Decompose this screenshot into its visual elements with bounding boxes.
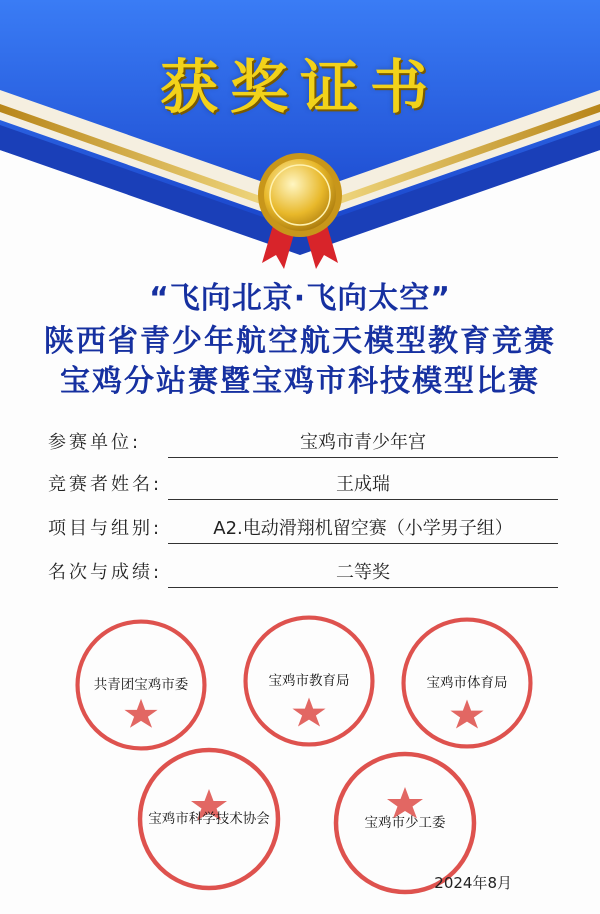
field-label: 名次与成绩: [48, 562, 163, 583]
field-event-group [48, 506, 558, 546]
field-value: 宝鸡市青少年宫 [300, 432, 426, 453]
seal-science-association [134, 744, 284, 894]
field-contestant-name [48, 462, 558, 502]
gold-medal-icon [240, 145, 360, 275]
issue-date: 2024年8月 [434, 874, 512, 892]
field-underline [168, 457, 558, 458]
event-slogan: “飞向北京·飞向太空” [149, 281, 451, 316]
field-value: 王成瑞 [336, 474, 390, 495]
seal-issuer-name: 宝鸡市教育局 [268, 673, 350, 689]
seal-education-bureau [240, 612, 378, 750]
field-underline [168, 587, 558, 588]
field-label: 参赛单位: [48, 432, 142, 453]
seal-issuer-name: 宝鸡市少工委 [364, 815, 446, 831]
seal-issuer-name: 共青团宝鸡市委 [93, 677, 189, 693]
seal-issuer-name: 宝鸡市体育局 [426, 675, 508, 691]
seal-youth-league [72, 616, 210, 754]
seal-sports-bureau [398, 614, 536, 752]
event-title-line1: 陕西省青少年航空航天模型教育竞赛 [44, 324, 556, 359]
event-title-line2: 宝鸡分站赛暨宝鸡市科技模型比赛 [60, 364, 540, 399]
seal-issuer-name: 宝鸡市科学技术协会 [148, 811, 270, 827]
field-rank-result [48, 550, 558, 590]
field-label: 项目与组别: [48, 518, 163, 539]
field-label: 竞赛者姓名: [48, 474, 163, 495]
field-value: 二等奖 [336, 562, 390, 583]
certificate-heading: 获奖证书 [159, 53, 440, 121]
event-titles [0, 276, 600, 402]
field-underline [168, 543, 558, 544]
field-participant-unit [48, 420, 558, 460]
field-value: A2.电动滑翔机留空赛（小学男子组） [213, 518, 513, 539]
field-underline [168, 499, 558, 500]
